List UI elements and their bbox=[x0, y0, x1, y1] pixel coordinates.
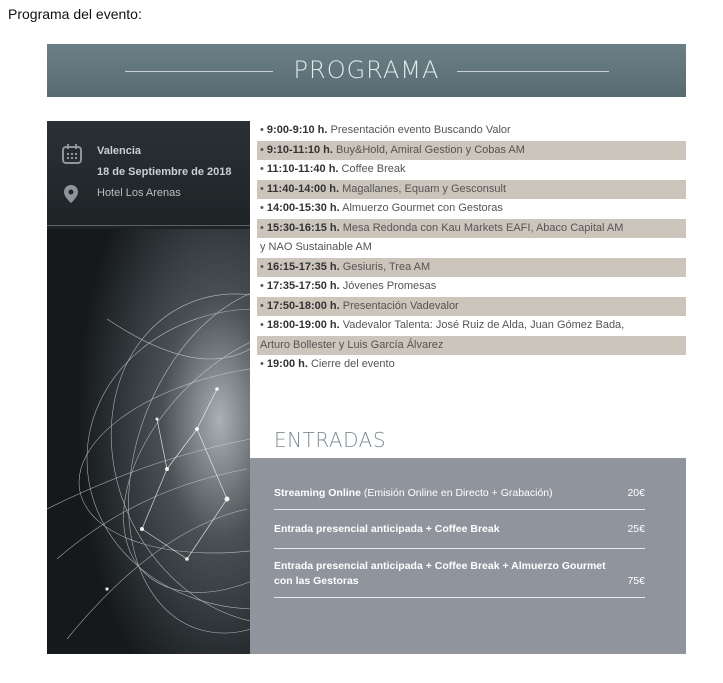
schedule-time: 11:40-14:00 h. bbox=[266, 182, 340, 195]
ticket-name: Entrada presencial anticipada + Coffee Break + Almuerzo Gourmet con las Gestoras bbox=[274, 560, 606, 587]
schedule-row bbox=[257, 219, 686, 239]
schedule-list bbox=[257, 121, 686, 375]
schedule-text: y NAO Sustainable AM bbox=[260, 241, 372, 253]
bullet: • bbox=[260, 182, 267, 195]
banner-right-rule bbox=[457, 71, 609, 72]
bullet: • bbox=[260, 299, 267, 312]
ticket-detail: (Emisión Online en Directo + Grabación) bbox=[360, 487, 553, 499]
schedule-time: 17:50-18:00 h. bbox=[266, 299, 340, 312]
schedule-row bbox=[257, 355, 686, 375]
calendar-icon bbox=[61, 143, 83, 165]
schedule-time: 9:00-9:10 h. bbox=[266, 124, 328, 136]
ticket-divider bbox=[274, 597, 645, 598]
schedule-time: 15:30-16:15 h. bbox=[266, 221, 340, 234]
venue-date: 18 de Septiembre de 2018 bbox=[97, 166, 232, 178]
schedule-text: Presentación evento Buscando Valor bbox=[327, 124, 511, 136]
schedule-row bbox=[257, 180, 686, 200]
program-banner bbox=[47, 44, 686, 97]
schedule-row bbox=[257, 160, 686, 180]
schedule-text: Buy&Hold, Amiral Gestion y Cobas AM bbox=[332, 143, 525, 156]
schedule-row bbox=[257, 336, 686, 356]
venue-panel bbox=[47, 121, 250, 654]
schedule-time: 18:00-19:00 h. bbox=[266, 319, 340, 331]
schedule-time: 19:00 h. bbox=[266, 358, 308, 370]
schedule-text: Gesiuris, Trea AM bbox=[339, 260, 431, 273]
schedule-row bbox=[257, 199, 686, 219]
bullet: • bbox=[260, 260, 267, 273]
schedule-text: Almuerzo Gourmet con Gestoras bbox=[339, 202, 503, 214]
ticket-divider bbox=[274, 548, 645, 549]
schedule-text: Jóvenes Promesas bbox=[339, 280, 437, 292]
venue-hotel: Hotel Los Arenas bbox=[97, 187, 181, 199]
schedule-time: 16:15-17:35 h. bbox=[266, 260, 340, 273]
schedule-time: 9:10-11:10 h. bbox=[266, 143, 333, 156]
schedule-text: Magallanes, Equam y Gesconsult bbox=[339, 182, 506, 195]
schedule-text: Arturo Bollester y Luis García Álvarez bbox=[260, 338, 444, 351]
schedule-row bbox=[257, 316, 686, 336]
ticket-presencial-almuerzo bbox=[274, 559, 645, 589]
schedule-time: 14:00-15:30 h. bbox=[266, 202, 340, 214]
bullet: • bbox=[260, 143, 267, 156]
ticket-price: 25€ bbox=[627, 523, 645, 535]
schedule-row bbox=[257, 297, 686, 317]
location-pin-icon bbox=[63, 184, 79, 204]
schedule-time: 11:10-11:40 h. bbox=[266, 163, 339, 175]
bullet: • bbox=[260, 280, 267, 292]
schedule-time: 17:35-17:50 h. bbox=[266, 280, 340, 292]
bullet: • bbox=[260, 202, 267, 214]
ticket-name: Entrada presencial anticipada + Coffee Break bbox=[274, 523, 500, 535]
ticket-divider bbox=[274, 509, 645, 510]
bullet: • bbox=[260, 358, 267, 370]
ticket-price: 75€ bbox=[627, 575, 645, 587]
schedule-text: Vadevalor Talenta: José Ruiz de Alda, Juan Gómez Bada, bbox=[339, 319, 625, 331]
ticket-streaming bbox=[274, 487, 645, 499]
schedule-text: Mesa Redonda con Kau Markets EAFI, Abaco Capital AM bbox=[339, 221, 624, 234]
entradas-heading: ENTRADAS bbox=[274, 428, 387, 452]
bullet: • bbox=[260, 124, 267, 136]
schedule-row bbox=[257, 238, 686, 258]
bullet: • bbox=[260, 221, 267, 234]
schedule-row bbox=[257, 121, 686, 141]
bullet: • bbox=[260, 319, 267, 331]
ticket-box bbox=[250, 458, 686, 654]
schedule-row bbox=[257, 258, 686, 278]
bullet: • bbox=[260, 163, 267, 175]
banner-title: PROGRAMA bbox=[293, 56, 440, 84]
schedule-row bbox=[257, 141, 686, 161]
ticket-price: 20€ bbox=[627, 487, 645, 499]
schedule-text: Cierre del evento bbox=[307, 358, 395, 370]
ticket-presencial bbox=[274, 523, 645, 535]
venue-divider bbox=[47, 225, 250, 226]
schedule-text: Coffee Break bbox=[338, 163, 406, 175]
page-heading: Programa del evento: bbox=[8, 6, 142, 22]
venue-city: Valencia bbox=[97, 145, 142, 157]
schedule-row bbox=[257, 277, 686, 297]
globe-network-image bbox=[47, 229, 250, 654]
schedule-text: Presentación Vadevalor bbox=[339, 299, 459, 312]
ticket-name: Streaming Online bbox=[274, 487, 361, 499]
